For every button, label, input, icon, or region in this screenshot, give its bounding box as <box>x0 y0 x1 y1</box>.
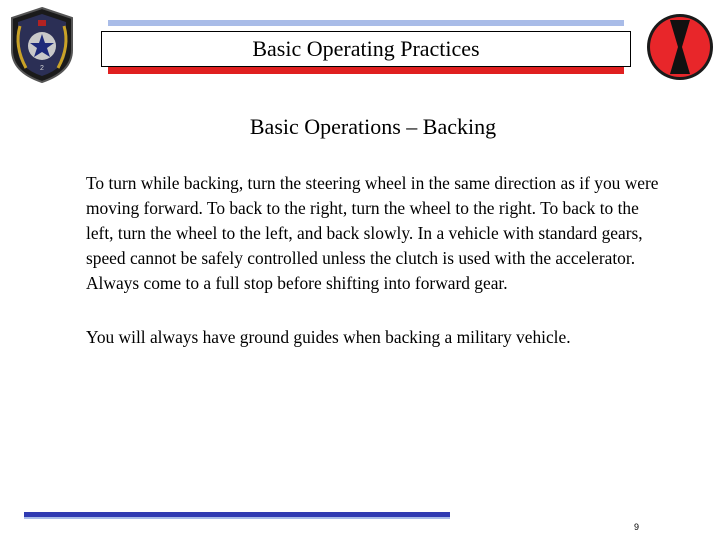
slide-subtitle: Basic Operations – Backing <box>249 114 497 139</box>
body-paragraph-2: You will always have ground guides when backing a military vehicle. <box>86 327 571 347</box>
division-patch-icon <box>646 10 714 84</box>
body-paragraph-1: To turn while backing, turn the steering wheel in the same direction as if you were moving forward. To back to the right, turn the wheel to the right. To back to the left, turn the wheel to the left, and back slowly. In a vehicle with standard gears, speed cannot be safely controlled unless the clutch is used with the accelerator. Always come to a full stop before shifting into forward gear. <box>86 173 659 293</box>
page-number: 9 <box>634 522 640 532</box>
svg-text:2: 2 <box>40 65 44 72</box>
header-red-bar <box>108 67 624 74</box>
page-title: Basic Operating Practices <box>252 36 480 61</box>
header-accent-bar <box>108 20 624 26</box>
footer-bar-shadow <box>24 517 450 519</box>
unit-crest-icon <box>6 6 78 84</box>
header-title-box <box>101 31 631 67</box>
